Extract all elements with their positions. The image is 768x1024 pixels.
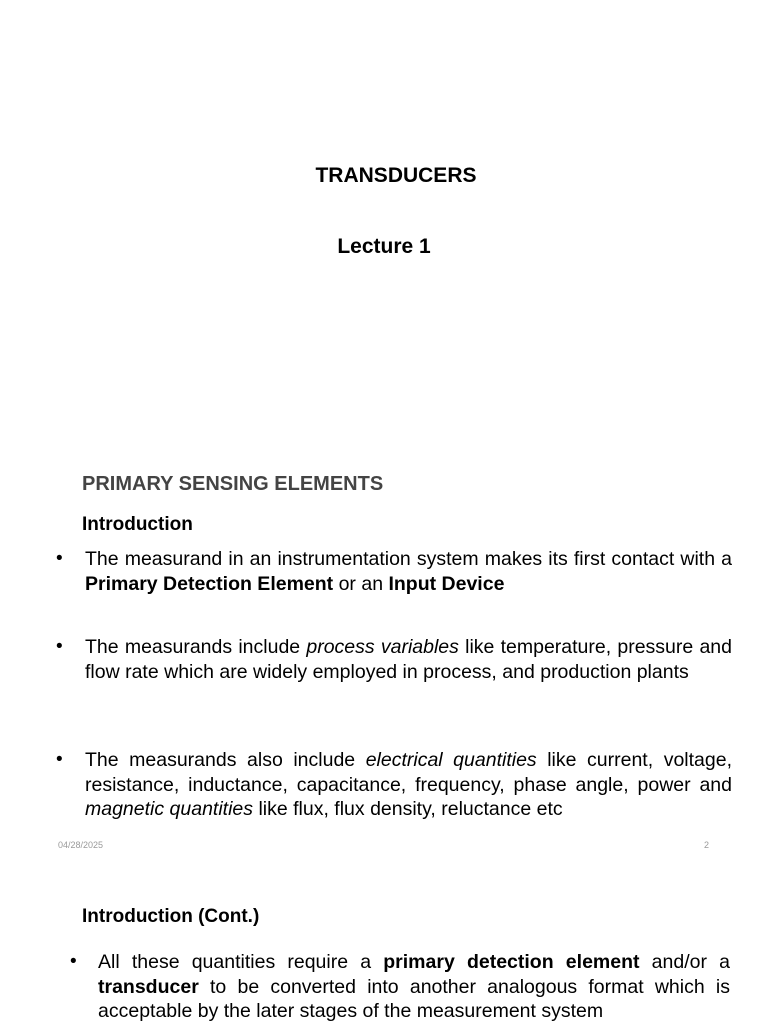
bullet-text	[85, 748, 732, 822]
text-run: and/or a	[639, 951, 730, 973]
bold-term: Primary Detection Element	[85, 572, 334, 595]
list-item	[56, 635, 732, 684]
text-run: like flux, flux density, reluctance etc	[253, 798, 563, 820]
list-item	[56, 547, 732, 596]
bold-term: transducer	[98, 975, 199, 998]
text-run: All these quantities require a	[98, 951, 384, 973]
text-run: The measurands also include	[85, 749, 366, 771]
list-item	[56, 748, 732, 822]
bold-term: Input Device	[388, 572, 505, 595]
text-run: to be converted into another analogous format which is acceptable by the later stages of the measurement system	[98, 975, 730, 1022]
bullet-icon: •	[56, 636, 63, 657]
slide-title-heading: TRANSDUCERS	[315, 164, 477, 187]
text-run: The measurands include	[85, 636, 307, 658]
bullet-icon: •	[56, 548, 63, 569]
bullet-text	[85, 547, 732, 596]
bullet-icon: •	[70, 951, 77, 972]
text-run: like current, voltage, resistance, inductance, capacitance, frequency, phase angle, power and	[85, 749, 732, 796]
text-run: or an	[333, 572, 389, 595]
bold-term: primary detection element	[383, 951, 640, 973]
slide-title	[0, 0, 768, 430]
bullet-text	[85, 635, 732, 684]
slide-subtitle: Lecture 1	[337, 235, 431, 258]
italic-term: magnetic quantities	[85, 798, 254, 820]
section-heading: PRIMARY SENSING ELEMENTS	[82, 473, 384, 495]
section-subheading: Introduction (Cont.)	[82, 906, 260, 927]
page-number: 2	[704, 840, 710, 850]
text-run: The measurand in an instrumentation system makes its first contact with a	[85, 548, 732, 570]
text-run: like temperature, pressure and flow rate which are widely employed in process, and production plants	[85, 636, 732, 683]
list-item	[70, 950, 730, 1024]
bullet-icon: •	[56, 749, 63, 770]
section-subheading: Introduction	[82, 514, 193, 535]
italic-term: process variables	[306, 636, 459, 658]
bullet-text	[98, 950, 730, 1024]
slide-primary-sensing	[0, 430, 768, 860]
slide-introduction-cont	[0, 860, 768, 1024]
italic-term: electrical quantities	[365, 749, 537, 771]
footer-date: 04/28/2025	[58, 840, 104, 850]
